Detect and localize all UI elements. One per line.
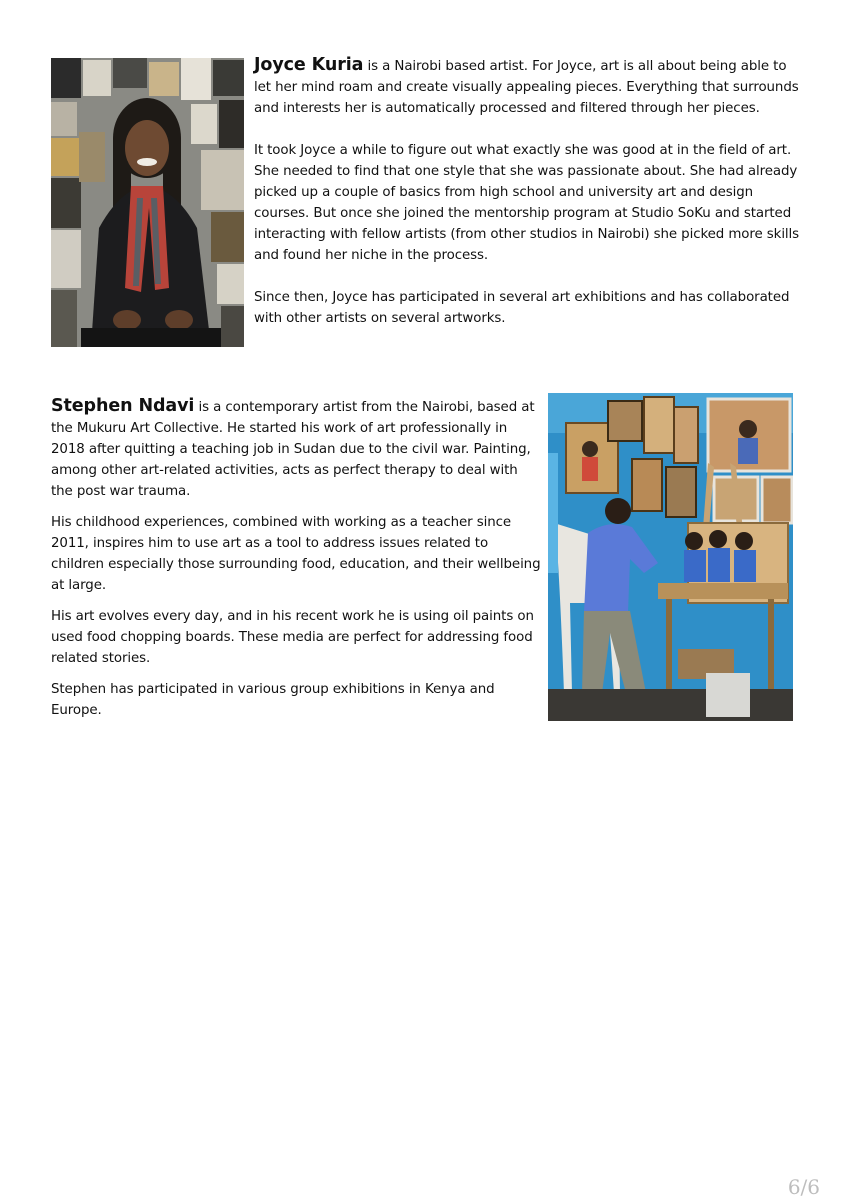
stephen-paragraph-3: His art evolves every day, and in his recent work he is using oil paints on used food chopping boards. These media are perfect for addressing food related stories.	[51, 609, 534, 666]
joyce-kuria-photo	[51, 58, 244, 347]
page-number: 6/6	[787, 1175, 820, 1199]
stephen-intro-paragraph	[51, 396, 543, 502]
stephen-ndavi-bio	[51, 396, 543, 731]
joyce-intro-paragraph	[254, 55, 802, 119]
joyce-paragraph-2: It took Joyce a while to figure out what exactly she was good at in the field of art. She needed to find that one style that she was passionate about. She had already picked up a couple of basics from high school and university art and design courses. But once she joined the mentorship program at Studio SoKu and started interacting with fellow artists (from other studios in Nairobi) she picked more skills and found her niche in the process.	[254, 143, 800, 263]
stephen-ndavi-studio-photo	[548, 393, 793, 721]
joyce-intro-text: is a Nairobi based artist. For Joyce, art is all about being able to let her mind roam and create visually appealing pieces. Everything that surrounds and interests her is automatically processed and filtered through her pieces.	[254, 59, 799, 116]
stephen-name: Stephen Ndavi	[51, 396, 195, 416]
joyce-kuria-bio	[254, 55, 802, 350]
stephen-paragraph-4: Stephen has participated in various group exhibitions in Kenya and Europe.	[51, 682, 495, 718]
joyce-name: Joyce Kuria	[254, 55, 364, 75]
joyce-paragraph-3: Since then, Joyce has participated in several art exhibitions and has collaborated with other artists on several artworks.	[254, 290, 790, 326]
stephen-intro-text: is a contemporary artist from the Nairobi, based at the Mukuru Art Collective. He started his work of art professionally in 2018 after quitting a teaching job in Sudan due to the civil war. Painting, among other art-related activities, acts as perfect therapy to deal with the post war trauma.	[51, 400, 535, 499]
stephen-paragraph-2: His childhood experiences, combined with working as a teacher since 2011, inspires him to use art as a tool to address issues related to children especially those surrounding food, education, and their wellbeing at large.	[51, 515, 541, 593]
